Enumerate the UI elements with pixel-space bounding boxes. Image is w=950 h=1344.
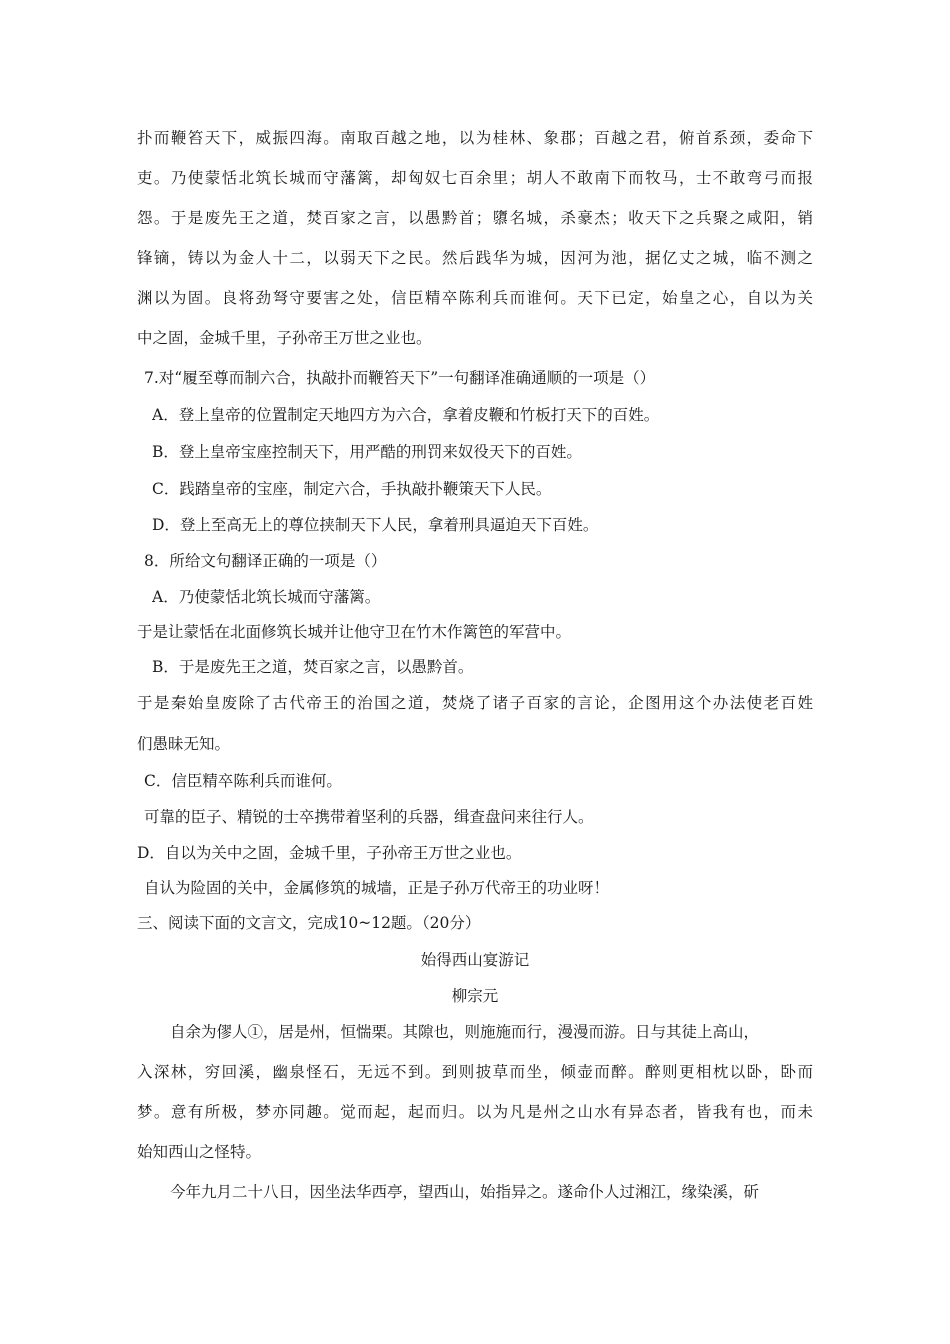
question-7-option-b: B．登上皇帝宝座控制天下，用严酷的刑罚来奴役天下的百姓。 [152, 443, 582, 461]
essay-author: 柳宗元 [451, 987, 499, 1005]
question-8-option-b-translation: 于是秦始皇废除了古代帝王的治国之道，焚烧了诸子百家的言论，企图用这个办法使老百姓 [137, 694, 813, 712]
essay-title: 始得西山宴游记 [420, 951, 530, 969]
passage-line: 吏。乃使蒙恬北筑长城而守藩篱，却匈奴七百余里；胡人不敢南下而牧马，士不敢弯弓而报 [137, 169, 813, 187]
essay-paragraph-line: 今年九月二十八日，因坐法华西亭，望西山，始指异之。遂命仆人过湘江，缘染溪，斫 [170, 1183, 760, 1201]
essay-paragraph-line: 梦。意有所极，梦亦同趣。觉而起，起而归。以为凡是州之山水有异态者，皆我有也，而未 [137, 1103, 813, 1121]
passage-line: 中之固，金城千里，子孙帝王万世之业也。 [137, 329, 432, 347]
essay-paragraph-line: 入深林，穷回溪，幽泉怪石，无远不到。到则披草而坐，倾壶而醉。醉则更相枕以卧，卧而 [137, 1063, 813, 1081]
passage-line: 锋镝，铸以为金人十二，以弱天下之民。然后践华为城，因河为池，据亿丈之城，临不测之 [137, 249, 813, 267]
question-8-stem: 8．所给文句翻译正确的一项是（） [144, 552, 387, 570]
question-8-option-b: B．于是废先王之道，焚百家之言，以愚黔首。 [152, 658, 474, 676]
question-8-option-b-translation-cont: 们愚昧无知。 [137, 735, 231, 753]
question-8-option-c-translation: 可靠的臣子、精锐的士卒携带着坚利的兵器，缉查盘问来往行人。 [144, 808, 594, 826]
essay-paragraph-line: 自余为僇人①，居是州，恒惴栗。其隙也，则施施而行，漫漫而游。日与其徒上高山， [170, 1023, 760, 1041]
question-7-stem: 7.对“履至尊而制六合，执敲扑而鞭笞天下”一句翻译准确通顺的一项是（） [144, 369, 656, 387]
question-8-option-d: D．自以为关中之固，金城千里，子孙帝王万世之业也。 [137, 844, 522, 862]
question-8-option-a-translation: 于是让蒙恬在北面修筑长城并让他守卫在竹木作篱笆的军营中。 [137, 623, 572, 641]
section-3-heading: 三、阅读下面的文言文，完成10~12题。（20分） [137, 914, 481, 932]
question-8-option-d-translation: 自认为险固的关中，金属修筑的城墙，正是子孙万代帝王的功业呀！ [144, 879, 610, 897]
question-8-option-c: C．信臣精卒陈利兵而谁何。 [144, 772, 342, 790]
question-8-option-a: A．乃使蒙恬北筑长城而守藩篱。 [152, 588, 381, 606]
question-7-option-d: D．登上至高无上的尊位挟制天下人民，拿着刑具逼迫天下百姓。 [152, 516, 599, 534]
passage-line: 怨。于是废先王之道，焚百家之言，以愚黔首；隳名城，杀豪杰；收天下之兵聚之咸阳，销 [137, 209, 813, 227]
passage-line: 扑而鞭笞天下，威振四海。南取百越之地，以为桂林、象郡；百越之君，俯首系颈，委命下 [137, 129, 813, 147]
passage-line: 渊以为固。良将劲弩守要害之处，信臣精卒陈利兵而谁何。天下已定，始皇之心，自以为关 [137, 289, 813, 307]
question-7-option-a: A．登上皇帝的位置制定天地四方为六合，拿着皮鞭和竹板打天下的百姓。 [152, 406, 660, 424]
question-7-option-c: C．践踏皇帝的宝座，制定六合，手执敲扑鞭策天下人民。 [152, 480, 552, 498]
essay-paragraph-line: 始知西山之怪特。 [137, 1143, 262, 1161]
